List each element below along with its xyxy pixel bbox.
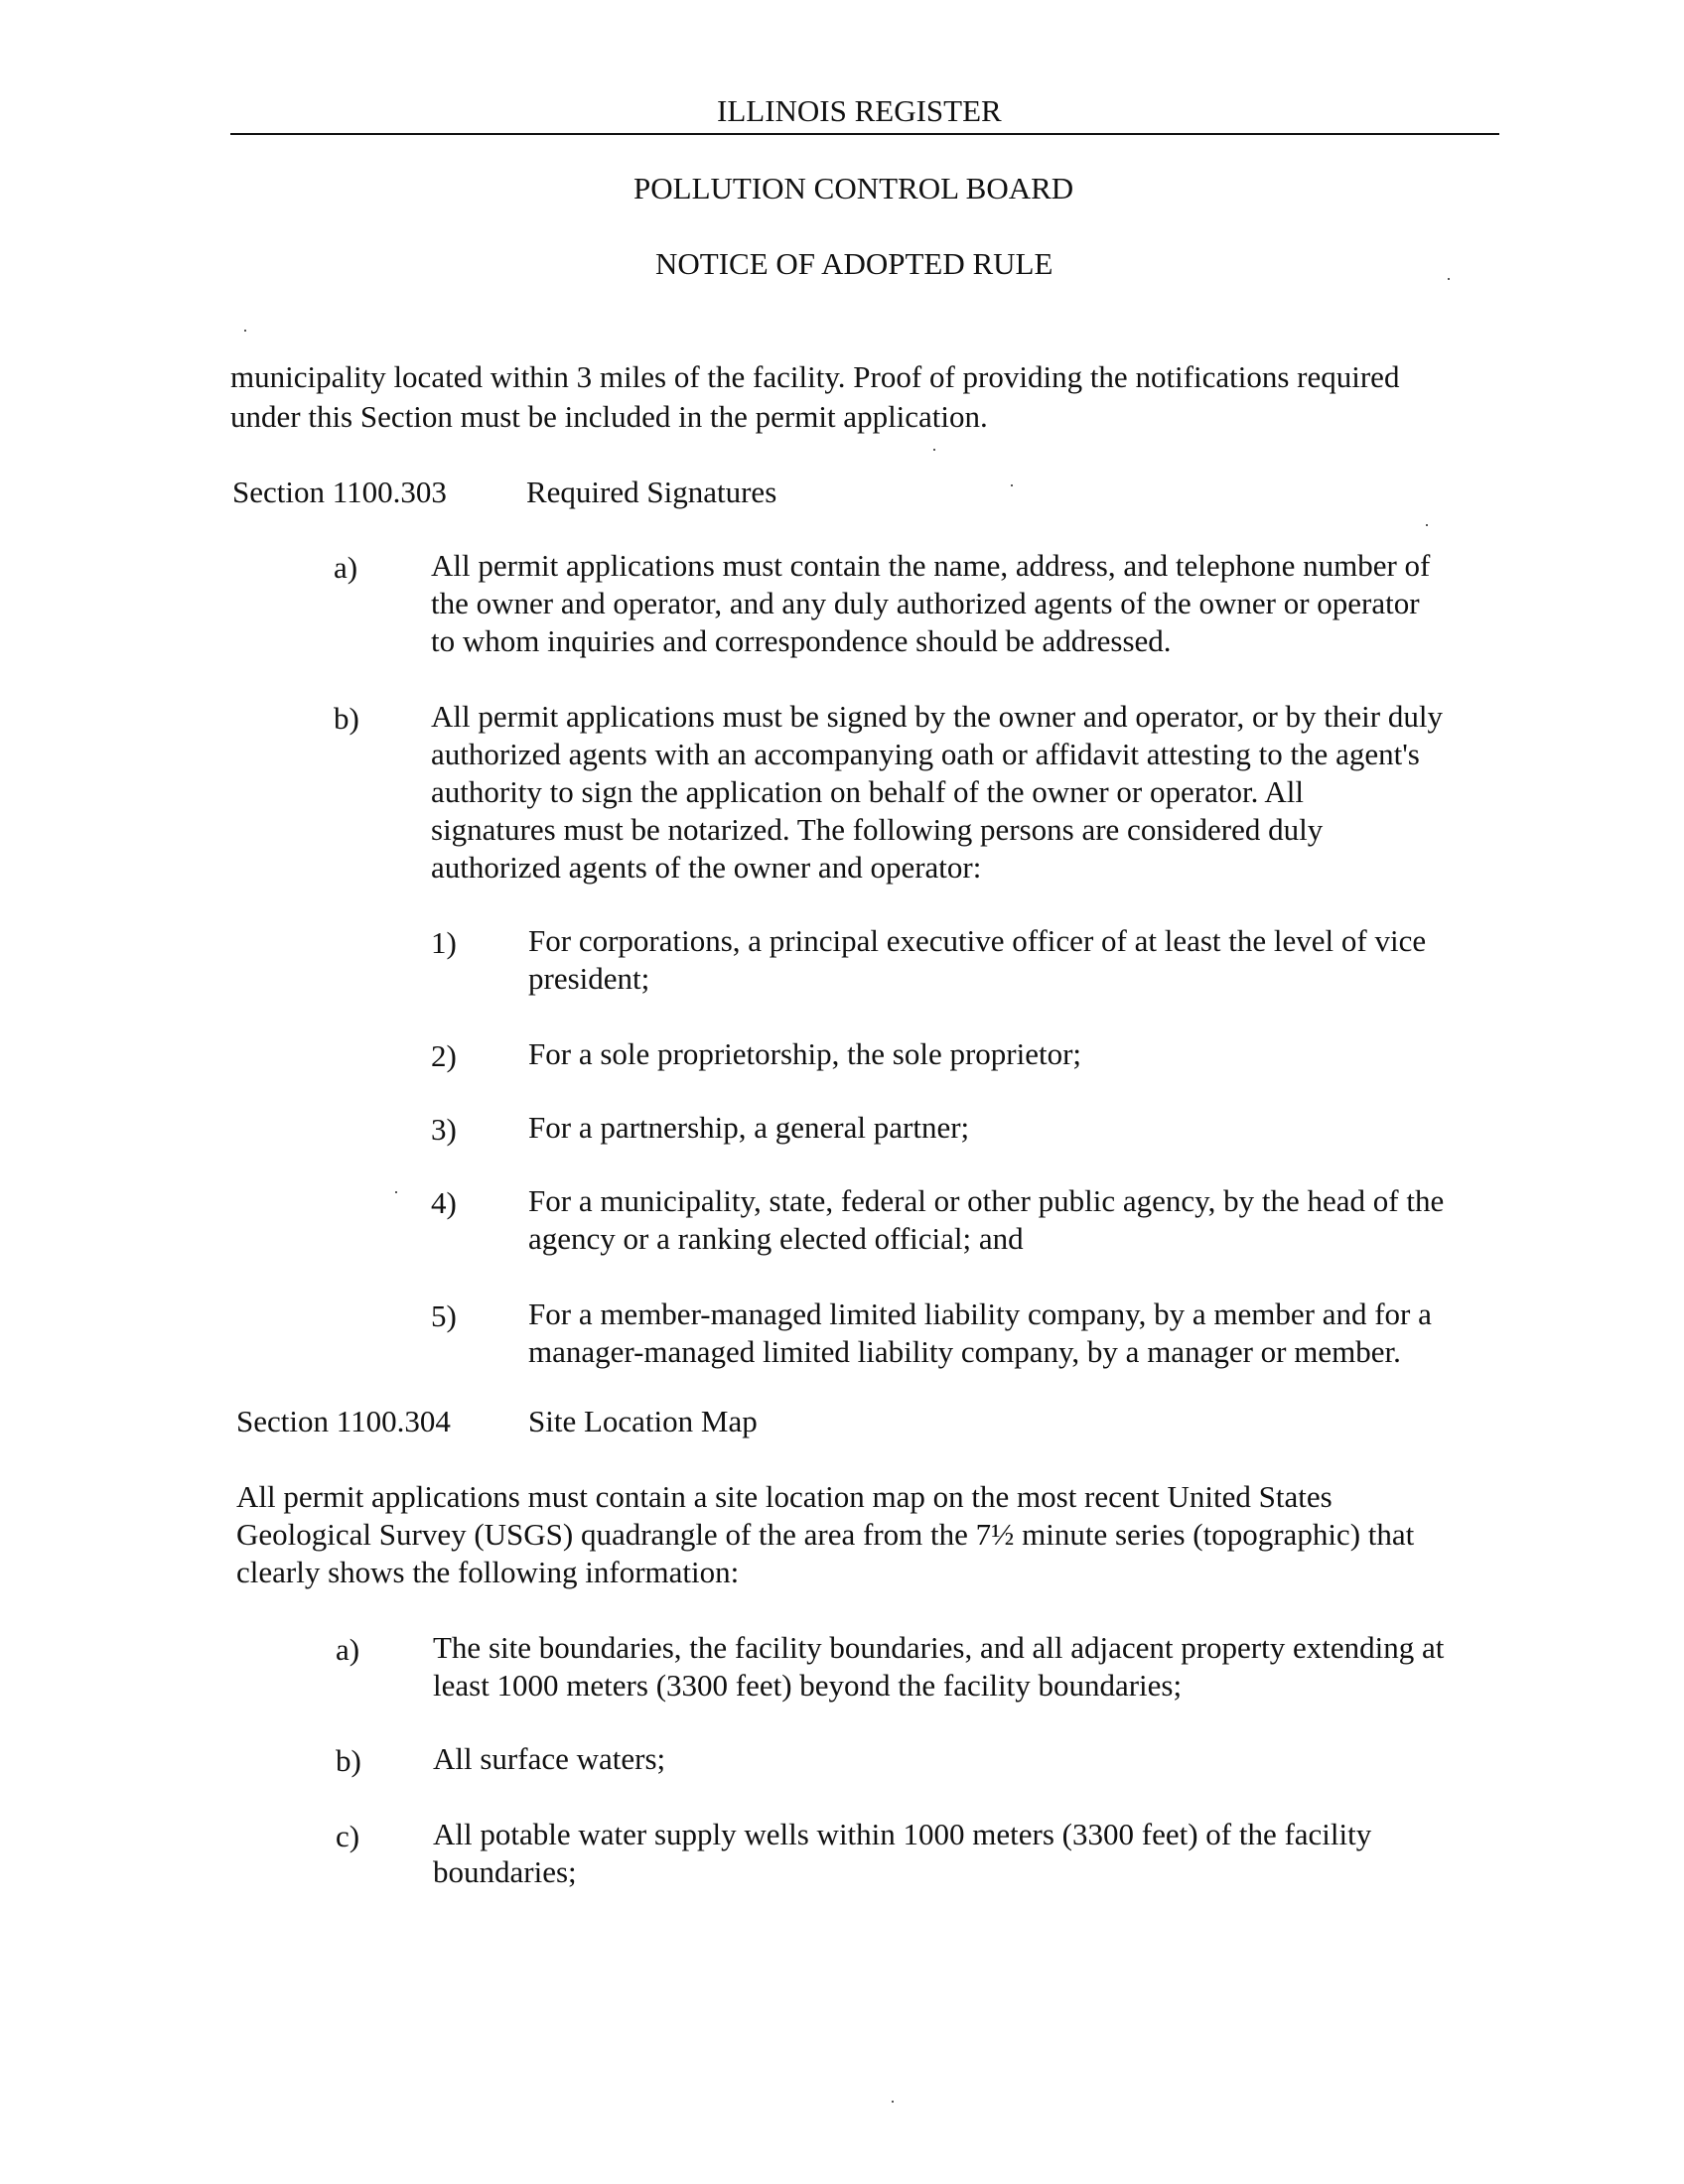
section-304-intro-line-2: Geological Survey (USGS) quadrangle of the area from the 7½ minute series (topographic) that [236, 1517, 1415, 1552]
section-304-a-line-2: least 1000 meters (3300 feet) beyond the facility boundaries; [433, 1668, 1183, 1703]
header-board: POLLUTION CONTROL BOARD [633, 171, 1074, 205]
section-304-title: Site Location Map [528, 1404, 758, 1438]
section-304-b-label: b) [336, 1743, 361, 1778]
scan-speck [933, 449, 935, 451]
scan-speck [1011, 484, 1013, 486]
section-303-b-line-5: authorized agents of the owner and operator: [431, 850, 982, 885]
header-rule [230, 133, 1499, 135]
section-303-number: Section 1100.303 [232, 475, 447, 509]
section-303-a-line-2: the owner and operator, and any duly authorized agents of the owner or operator [431, 586, 1420, 620]
header-register: ILLINOIS REGISTER [717, 93, 1002, 128]
subitem-4-label: 4) [431, 1185, 457, 1220]
subitem-5-line-2: manager-managed limited liability company, by a manager or member. [528, 1334, 1401, 1369]
scan-speck [244, 330, 246, 332]
intro-line-1: municipality located within 3 miles of the facility. Proof of providing the notifications required [230, 359, 1400, 394]
subitem-2-label: 2) [431, 1038, 457, 1073]
subitem-4-line-1: For a municipality, state, federal or other public agency, by the head of the [528, 1183, 1445, 1218]
subitem-3-line-1: For a partnership, a general partner; [528, 1110, 970, 1145]
subitem-1-line-2: president; [528, 961, 650, 996]
subitem-5-label: 5) [431, 1298, 457, 1333]
section-304-c-line-1: All potable water supply wells within 1000 meters (3300 feet) of the facility [433, 1817, 1372, 1851]
section-303-b-line-4: signatures must be notarized. The following persons are considered duly [431, 812, 1324, 847]
section-303-b-label: b) [334, 701, 359, 736]
section-303-b-line-2: authorized agents with an accompanying oath or affidavit attesting to the agent's [431, 737, 1420, 771]
section-303-title: Required Signatures [526, 475, 777, 509]
section-304-c-label: c) [336, 1819, 360, 1853]
section-304-a-label: a) [336, 1632, 360, 1667]
header-notice: NOTICE OF ADOPTED RULE [655, 246, 1053, 281]
scan-speck [1426, 524, 1428, 526]
section-303-a-label: a) [334, 550, 358, 585]
section-304-intro-line-1: All permit applications must contain a site location map on the most recent United States [236, 1479, 1333, 1514]
scan-speck [1448, 278, 1450, 280]
subitem-1-line-1: For corporations, a principal executive officer of at least the level of vice [528, 923, 1427, 958]
section-304-a-line-1: The site boundaries, the facility boundaries, and all adjacent property extending at [433, 1630, 1445, 1665]
subitem-1-label: 1) [431, 925, 457, 960]
section-304-b-line-1: All surface waters; [433, 1741, 666, 1776]
section-304-number: Section 1100.304 [236, 1404, 451, 1438]
section-303-a-line-3: to whom inquiries and correspondence should be addressed. [431, 623, 1172, 658]
section-303-b-line-1: All permit applications must be signed by the owner and operator, or by their duly [431, 699, 1443, 734]
subitem-2-line-1: For a sole proprietorship, the sole proprietor; [528, 1036, 1082, 1071]
section-303-b-line-3: authority to sign the application on behalf of the owner or operator. All [431, 774, 1304, 809]
scan-speck [395, 1191, 397, 1193]
section-304-intro-line-3: clearly shows the following information: [236, 1555, 740, 1589]
intro-line-2: under this Section must be included in the permit application. [230, 399, 988, 434]
subitem-3-label: 3) [431, 1112, 457, 1147]
subitem-5-line-1: For a member-managed limited liability company, by a member and for a [528, 1297, 1432, 1331]
section-303-a-line-1: All permit applications must contain the name, address, and telephone number of [431, 548, 1431, 583]
scan-speck [892, 2101, 894, 2103]
subitem-4-line-2: agency or a ranking elected official; and [528, 1221, 1024, 1256]
section-304-c-line-2: boundaries; [433, 1854, 577, 1889]
